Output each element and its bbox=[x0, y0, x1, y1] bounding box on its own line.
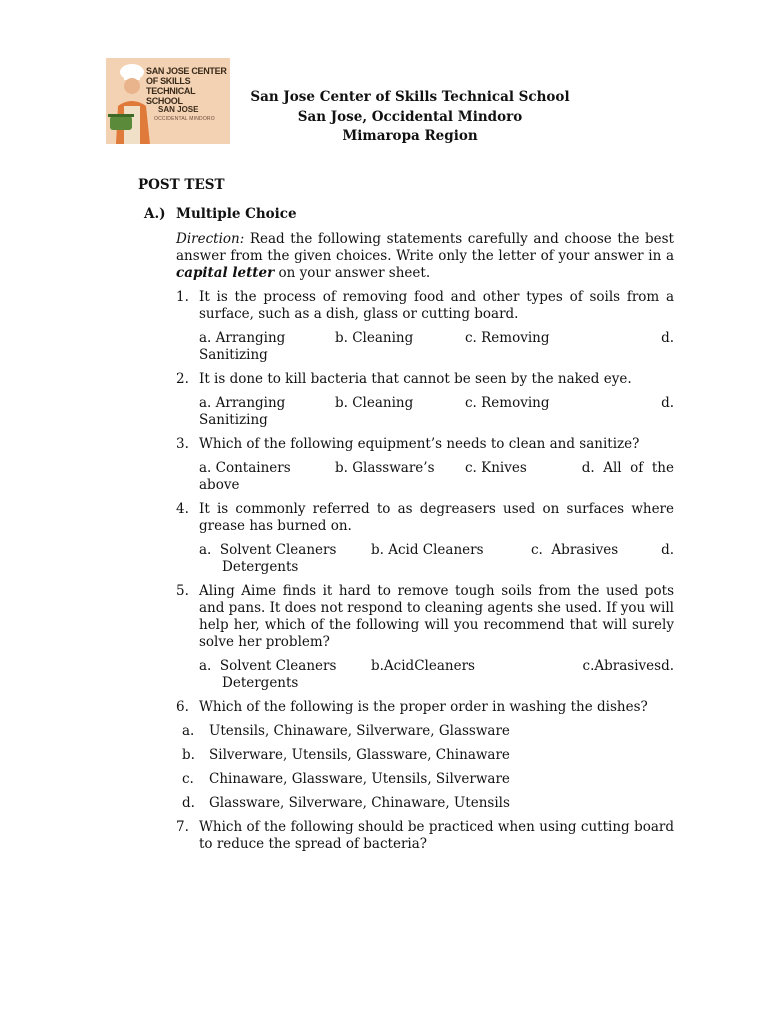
section-title: Multiple Choice bbox=[176, 206, 297, 222]
question-4-choices: a. Solvent Cleaners b. Acid Cleaners c. Abrasives d. Detergents bbox=[199, 542, 674, 575]
question-5: 5. Aling Aime finds it hard to remove tough soils from the used pots and pans. It does not respond to cleaning agents she used. If you will help her, which of the following will you recommend that will surely solve her problem? bbox=[176, 583, 674, 650]
question-6-option-b: b. Silverware, Utensils, Glassware, Chinaware bbox=[182, 747, 510, 763]
question-1-choices: a. Arranging b. Cleaning c. Removing d. Sanitizing bbox=[199, 330, 674, 363]
question-6-option-a: a. Utensils, Chinaware, Silverware, Glassware bbox=[182, 723, 510, 739]
question-body bbox=[176, 231, 674, 853]
question-3-choices: a. Containers b. Glassware’s c. Knives d. All of the above bbox=[199, 460, 674, 493]
test-title: POST TEST bbox=[138, 177, 225, 193]
section-heading bbox=[144, 206, 297, 222]
school-region: Mimaropa Region bbox=[342, 128, 478, 144]
question-4: 4. It is commonly referred to as degreasers used on surfaces where grease has burned on. bbox=[176, 501, 674, 534]
question-6: 6. Which of the following is the proper order in washing the dishes? bbox=[176, 699, 648, 715]
school-logo bbox=[106, 58, 230, 144]
section-label: A.) bbox=[144, 206, 166, 222]
school-town: San Jose, Occidental Mindoro bbox=[297, 108, 523, 125]
school-name: San Jose Center of Skills Technical School bbox=[250, 89, 570, 105]
question-6-option-c: c. Chinaware, Glassware, Utensils, Silverware bbox=[182, 771, 510, 787]
question-3: 3. Which of the following equipment’s needs to clean and sanitize? bbox=[176, 436, 640, 452]
question-2-choices: a. Arranging b. Cleaning c. Removing d. Sanitizing bbox=[199, 395, 674, 428]
school-header bbox=[230, 88, 590, 147]
logo-subtitle: SAN JOSE bbox=[158, 105, 199, 114]
logo-subtitle-2: OCCIDENTAL MINDORO bbox=[154, 116, 215, 122]
question-1: 1. It is the process of removing food and other types of soils from a surface, such as a dish, glass or cutting board. bbox=[176, 289, 674, 322]
question-6-option-d: d. Glassware, Silverware, Chinaware, Utensils bbox=[182, 795, 510, 811]
direction-text: Direction: Read the following statements carefully and choose the best answer from the given choices. Write only the letter of your answer in a capital letter on your answer sheet. bbox=[176, 231, 674, 281]
question-7: 7. Which of the following should be practiced when using cutting board to reduce the spread of bacteria? bbox=[176, 819, 674, 852]
question-5-choices: a. Solvent Cleaners b.AcidCleaners c.Abrasivesd. Detergents bbox=[199, 658, 674, 691]
logo-wordmark: SAN JOSE CENTER OF SKILLS TECHNICAL SCHOOL bbox=[146, 66, 227, 106]
question-2: 2. It is done to kill bacteria that cannot be seen by the naked eye. bbox=[176, 371, 632, 387]
